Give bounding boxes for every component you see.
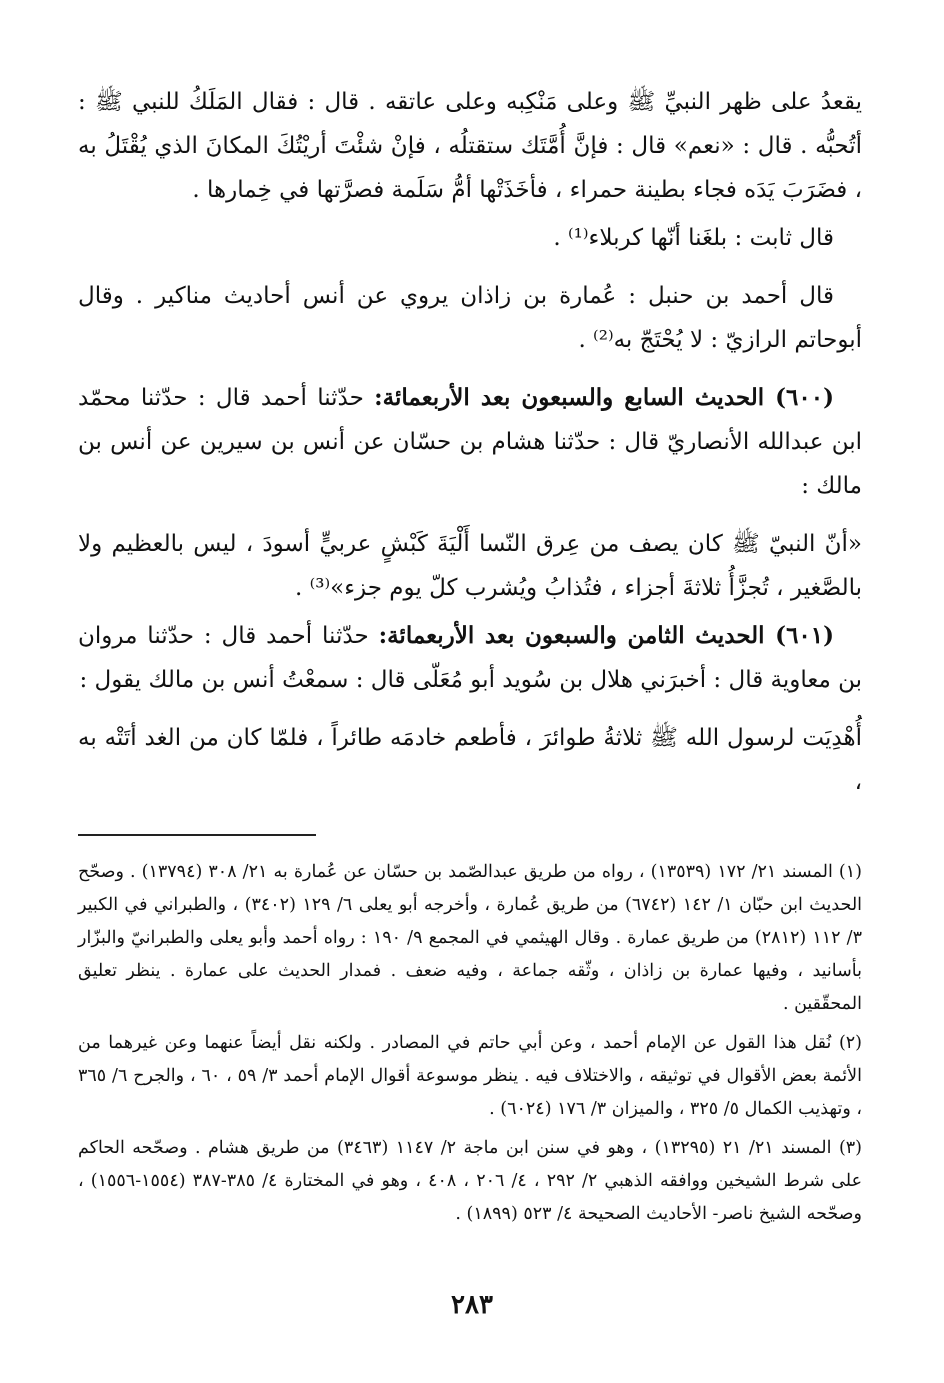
footnote	[78, 1132, 862, 1231]
footnote-mark: (٣)	[838, 1138, 862, 1158]
paragraph: قال أحمد بن حنبل : عُمارة بن زاذان يروي عن أنس أحاديث مناكير . وقال أبوحاتم الرازيّ : لا يُحْتَجّ به⁽²⁾ .	[78, 283, 862, 353]
paragraph: قال ثابت : بلغَنا أنّها كربلاء⁽¹⁾ .	[553, 225, 834, 251]
paragraph: يقعدُ على ظهر النبيِّ ﷺ وعلى مَنْكِبه وعلى عاتقه . قال : فقال المَلَكُ للنبي ﷺ : أتُحبُّه . قال : «نعم» قال : فإنَّ أُمَّتَك ستقتلُه ، فإنْ شئْتَ أريْتُكَ المكانَ الذي يُقْتَلُ به ، فضَرَبَ يَدَه فجاء بطينة حمراء ، فأخَذَتْها أمُّ سَلَمة فصرَّتها في خِمارها .	[78, 89, 862, 203]
hadith-601-heading: (٦٠١) الحديث الثامن والسبعون بعد الأربعمائة:	[378, 622, 835, 649]
hadith-600-isnad: حدّثنا أحمد قال : حدّثنا محمّد ابن عبدالله الأنصاريّ قال : حدّثنا هشام بن حسّان عن أنس بن سيرين عن أنس بن مالك :	[78, 385, 862, 499]
footnotes	[78, 856, 862, 1231]
hadith-601-text: أُهْدِيَت لرسول الله ﷺ ثلاثةُ طوائرَ ، فأطعم خادمَه طائراً ، فلمّا كان من الغد أتَتْه به ،	[78, 725, 862, 795]
footnote-mark: (١)	[838, 862, 862, 882]
hadith-600-text: «أنّ النبيّ ﷺ كان يصف من عِرق النّسا أَلْيَةَ كَبْشٍ عربيٍّ أسودَ ، ليس بالعظيم ولا بالصَّغير ، تُجزَّأُ ثلاثةَ أجزاء ، فتُذابُ ويُشرب كلّ يوم جزء»⁽³⁾ .	[78, 531, 862, 601]
footnote-text: المسند ٢١/ ١٧٢ (١٣٥٣٩) ، رواه من طريق عبدالصّمد بن حسّان عن عُمارة به ٢١/ ٣٠٨ (١٣٧٩٤) . وصحّح الحديث ابن حبّان ١/ ١٤٢ (٦٧٤٢) من طريق عُمارة ، وأخرجه أبو يعلى ٦/ ١٢٩ (٣٤٠٢) ، والطبراني في الكبير ٣/ ١١٢ (٢٨١٢) من طريق عمارة . وقال الهيثمي في المجمع ٩/ ١٩٠ : رواه أحمد وأبو يعلى والطبرانيّ والبزّار بأسانيد ، وفيها عمارة بن زاذان ، وثّقه جماعة ، وفيه ضعف . فمدار الحديث على عمارة . ينظر تعليق المحقّقين .	[78, 862, 863, 1014]
page-number: ٢٨٣	[451, 1290, 493, 1320]
footnote-text: المسند ٢١/ ٢١ (١٣٢٩٥) ، وهو في سنن ابن ماجة ٢/ ١١٤٧ (٣٤٦٣) من طريق هشام . وصحّحه الحاكم على شرط الشيخين ووافقه الذهبي ٢/ ٢٩٢ ، ٤/ ٢٠٦ ، ٤٠٨ ، وهو في المختارة ٤/ ٣٨٥-٣٨٧ (١٥٥٤-١٥٥٦) ، وصحّحه الشيخ ناصر- الأحاديث الصحيحة ٤/ ٥٢٣ (١٨٩٩) .	[78, 1138, 863, 1224]
footnote-separator	[78, 834, 316, 836]
hadith-600-heading: (٦٠٠) الحديث السابع والسبعون بعد الأربعمائة:	[374, 384, 834, 411]
footnote	[78, 1027, 862, 1126]
main-text	[78, 80, 862, 804]
footnote	[78, 856, 862, 1021]
footnote-text: نُقل هذا القول عن الإمام أحمد ، وعن أبي حاتم في المصادر . ولكنه نقل أيضاً عنهما وعن غيرهما من الأئمة بعض الأقوال في توثيقه ، والاختلاف فيه . ينظر موسوعة أقوال الإمام أحمد ٣/ ٥٩ ، ٦٠ ، والجرح ٦/ ٣٦٥ ، وتهذيب الكمال ٥/ ٣٢٥ ، والميزان ٣/ ١٧٦ (٦٠٢٤) .	[78, 1033, 862, 1119]
footnote-mark: (٢)	[838, 1033, 862, 1053]
hadith-600-intro	[78, 376, 862, 508]
hadith-601-intro	[78, 614, 862, 702]
hadith-601-isnad: حدّثنا أحمد قال : حدّثنا مروان بن معاوية قال : أخبرَني هلال بن سُويد أبو مُعَلّى قال : سمعْتُ أنس بن مالك يقول :	[78, 623, 862, 693]
